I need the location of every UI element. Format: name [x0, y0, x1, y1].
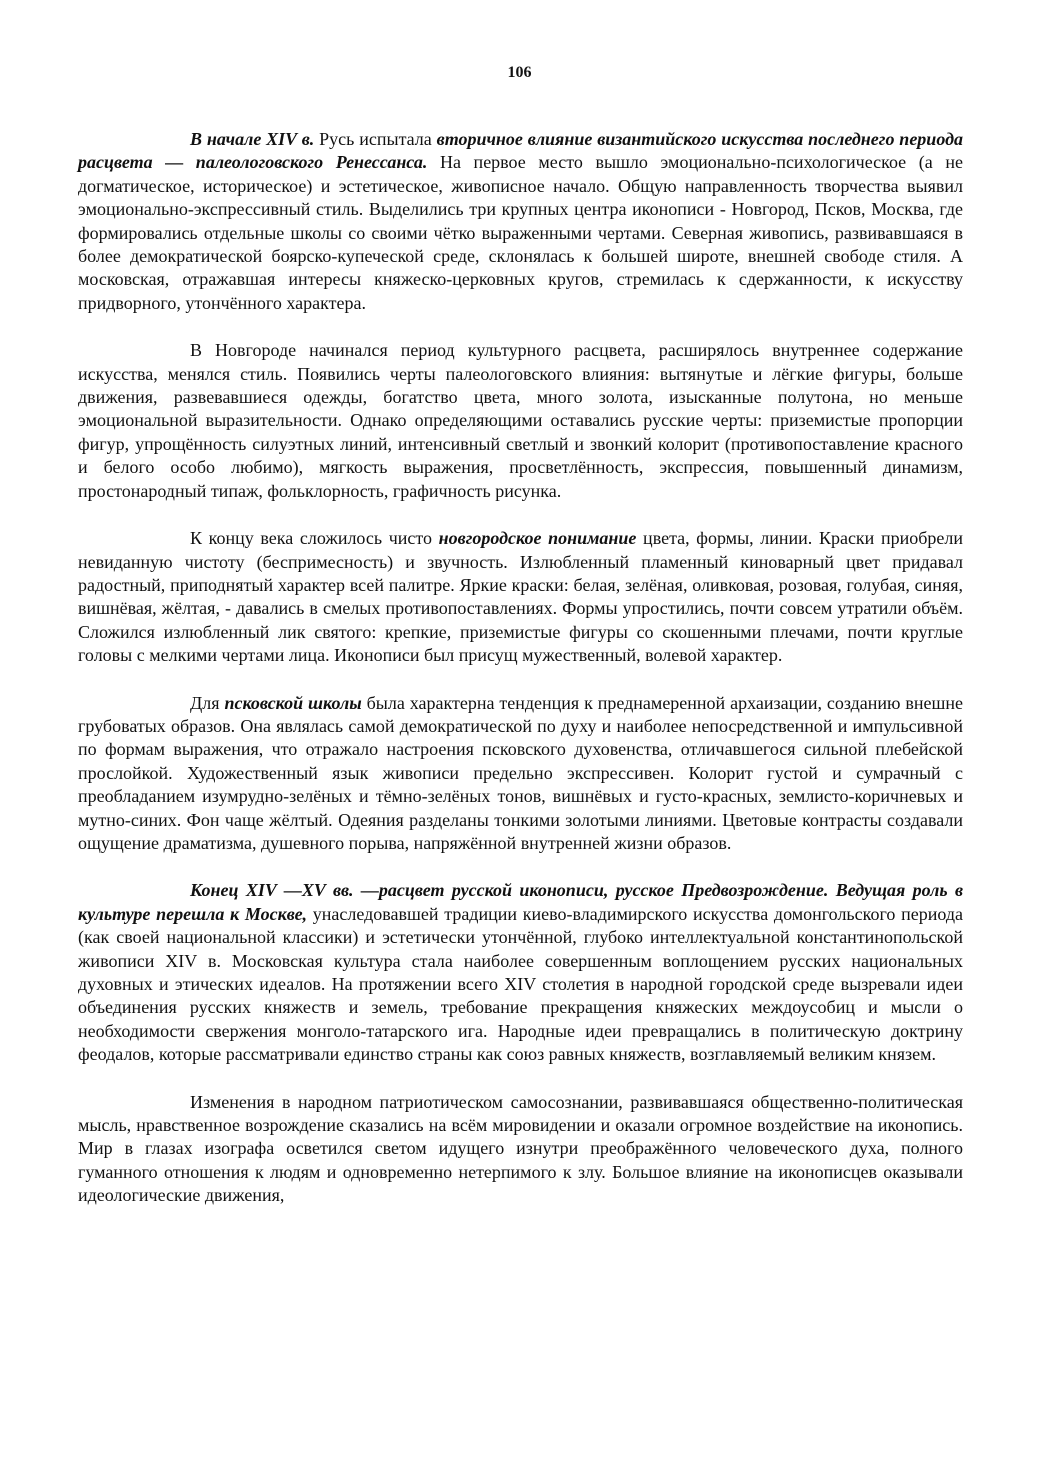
emphasis-phrase: В начале XIV в. — [190, 129, 315, 149]
paragraph-moscow-flourishing — [78, 879, 963, 1066]
paragraph-pskov-school — [78, 692, 963, 856]
paragraph-novgorod-understanding — [78, 527, 963, 667]
text-run: В Новгороде начинался период культурного расцвета, расширялось внутреннее содержание искусства, менялся стиль. Появились черты палеологовского влияния: вытянутые и лёгкие фигуры, больше движения, развевавшиеся одежды, богатство цвета, много золота, изысканные полутона, но меньше эмоциональной выразительности. Однако определяющими оставались русские черты: приземистые пропорции фигур, упрощённость силуэтных линий, интенсивный светлый и звонкий колорит (противопоставление красного и белого особо любимо), мягкость выражения, просветлённость, экспрессия, повышенный динамизм, простонародный типаж, фольклорность, графичность рисунка. — [78, 340, 963, 501]
document-body — [78, 128, 963, 1232]
emphasis-phrase: вторичное влияние византийского искусства последнего периода расцвета — палеологовского Ренессанса. — [78, 129, 964, 173]
page-number: 106 — [507, 64, 532, 81]
text-run: была характерна тенденция к преднамеренной архаизации, созданию внешне грубоватых образов. Она являлась самой демократической по духу и наиболее непосредственной и импульсивной по формам выражения, что отражало настроения псковского духовенства, отличавшегося сильной плебейской прослойкой. Художественный язык живописи предельно экспрессивен. Колорит густой и сумрачный с преобладанием изумрудно-зелёных и тёмно-зелёных тонов, вишнёвых и густо-красных, землисто-коричневых и мутно-синих. Фон чаще жёлтый. Одеяния разделаны тонкими золотыми линиями. Цветовые контрасты создавали ощущение драматизма, душевного порыва, напряжённой внутренней жизни образов. — [78, 692, 964, 853]
paragraph-novgorod — [78, 339, 963, 503]
emphasis-phrase: новгородское понимание — [438, 528, 637, 549]
emphasis-phrase: Конец XIV —XV вв. —расцвет русской иконописи, русское Предвозрождение. Ведущая роль в культуре перешла к Москве, — [78, 880, 963, 924]
text-run: К концу века сложилось чисто — [190, 528, 439, 549]
text-run: Для — [190, 692, 225, 713]
text-run: Русь испытала — [314, 129, 437, 149]
paragraph-self-consciousness — [78, 1091, 963, 1208]
paragraph-early-14th-century — [78, 128, 963, 315]
text-run: унаследовавшей традиции киево-владимирского искусства домонгольского периода (как своей национальной классики) и эстетически утончённой, глубоко интеллектуальной константинопольской живописи XIV в. Московская культура стала наиболее совершенным воплощением русских национальных духовных и этических идеалов. На протяжении всего XIV столетия в народной городской среде вызревали идеи объединения русских княжеств и земель, требование прекращения княжеских междоусобиц и мысли о необходимости свержения монголо-татарского ига. Народные идеи превращались в политическую доктрину феодалов, которые рассматривали единство страны как союз равных княжеств, возглавляемый великим князем. — [78, 903, 963, 1065]
text-run: На первое место вышло эмоционально-психологическое (а не догматическое, историческое) и эстетическое, живописное начало. Общую направленность творчества выявил эмоционально-экспрессивный стиль. Выделились три крупных центра иконописи - Новгород, Псков, Москва, где формировались отдельные школы со своими чётко выраженными чертами. Северная живопись, развивавшаяся в более демократической боярско-купеческой среде, склонялась к большей широте, внешней свободе стиля. А московская, отражавшая интересы княжеско-церковных кругов, стремилась к сдержанности, к искусству придворного, утончённого характера. — [78, 152, 963, 313]
emphasis-phrase: псковской школы — [224, 692, 362, 713]
text-run: Изменения в народном патриотическом самосознании, развивавшаяся общественно-политическая мысль, нравственное возрождение сказались на всём мировидении и оказали огромное воздействие на иконопись. Мир в глазах изографа осветился светом идущего изнутри преображённого человеческого духа, полного гуманного отношения к людям и одновременно нетерпимого к злу. Большое влияние на иконописцев оказывали идеологические движения, — [78, 1091, 963, 1206]
text-run: цвета, формы, линии. Краски приобрели невиданную чистоту (беспримесность) и звучность. Излюбленный пламенный киноварный цвет придавал радостный, приподнятый характер всей палитре. Яркие краски: белая, зелёная, оливковая, розовая, голубая, синяя, вишнёвая, жёлтая, - давались в смелых противопоставлениях. Формы упростились, почти совсем утратили объём. Сложился излюбленный лик святого: крепкие, приземистые фигуры со скошенными плечами, почти круглые головы с мелкими чертами лица. Иконописи был присущ мужественный, волевой характер. — [78, 528, 963, 666]
